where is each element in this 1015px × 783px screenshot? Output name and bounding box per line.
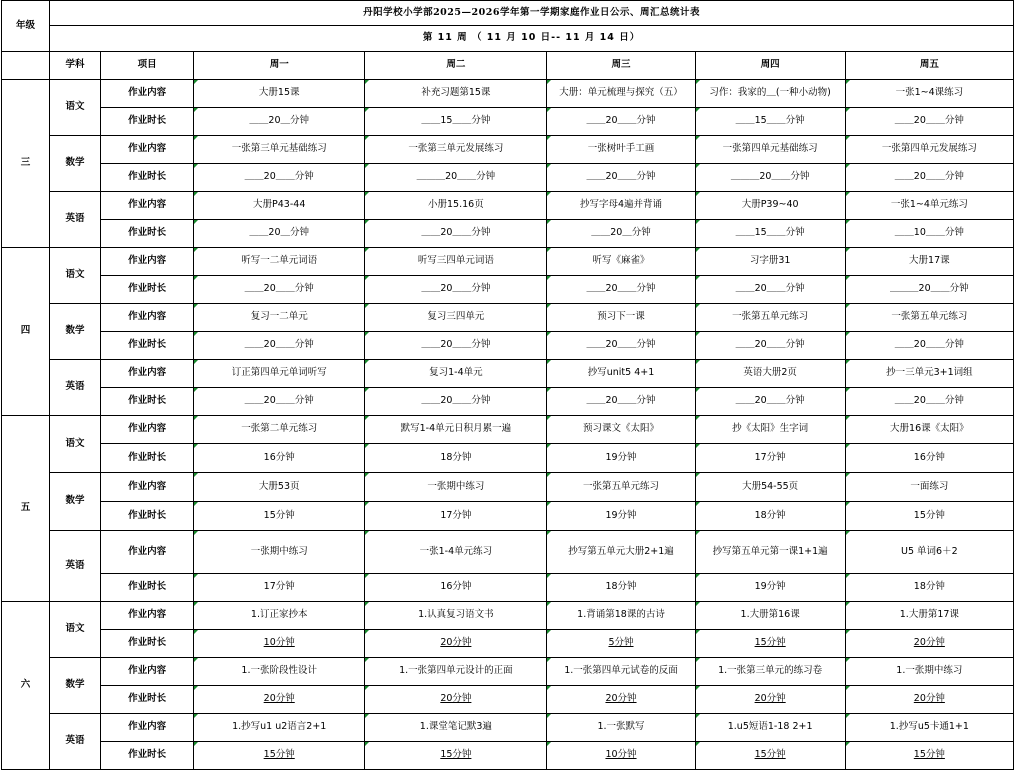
item-label-content: 作业内容: [101, 360, 194, 388]
homework-content-cell: 抄一三单元3+1词组: [845, 360, 1013, 388]
homework-content-cell: 1.课堂笔记默3遍: [365, 714, 547, 742]
homework-duration-cell: ＿＿20＿＿分钟: [194, 164, 365, 192]
homework-duration-cell: 18分钟: [547, 574, 695, 602]
item-label-duration: 作业时长: [101, 444, 194, 473]
item-label-content: 作业内容: [101, 416, 194, 444]
item-label-duration: 作业时长: [101, 502, 194, 531]
homework-duration-cell: ＿＿＿20＿＿分钟: [695, 164, 845, 192]
subject-label: 英语: [50, 531, 101, 602]
homework-duration-cell: 16分钟: [194, 444, 365, 473]
item-label-content: 作业内容: [101, 602, 194, 630]
homework-duration-cell: ＿＿20＿＿分钟: [845, 332, 1013, 360]
homework-content-cell: 习字册31: [695, 248, 845, 276]
homework-duration-cell: 15分钟: [695, 630, 845, 658]
table-row: [2, 108, 1014, 136]
homework-content-cell: 1.一张第四单元设计的正面: [365, 658, 547, 686]
homework-duration-cell: ＿＿20＿＿分钟: [695, 276, 845, 304]
homework-duration-cell: ＿＿20＿＿分钟: [365, 220, 547, 248]
homework-duration-cell: ＿＿15＿＿分钟: [695, 220, 845, 248]
table-row: [2, 742, 1014, 770]
homework-content-cell: 听写一二单元词语: [194, 248, 365, 276]
homework-duration-cell: 20分钟: [845, 630, 1013, 658]
homework-duration-cell: 18分钟: [695, 502, 845, 531]
homework-duration-cell: ＿＿15＿＿分钟: [695, 108, 845, 136]
homework-duration-cell: ＿＿20＿＿分钟: [547, 108, 695, 136]
homework-content-cell: 一张第五单元练习: [547, 473, 695, 502]
homework-duration-cell: 17分钟: [695, 444, 845, 473]
homework-duration-cell: 20分钟: [845, 686, 1013, 714]
item-label-duration: 作业时长: [101, 220, 194, 248]
day-header-tue: 周二: [365, 52, 547, 80]
item-label-duration: 作业时长: [101, 164, 194, 192]
homework-content-cell: 1.认真复习语文书: [365, 602, 547, 630]
item-label-duration: 作业时长: [101, 388, 194, 416]
day-header-wed: 周三: [547, 52, 695, 80]
homework-content-cell: 一张第四单元基础练习: [695, 136, 845, 164]
homework-content-cell: 抄写unit5 4+1: [547, 360, 695, 388]
item-label-duration: 作业时长: [101, 742, 194, 770]
homework-content-cell: 1.大册第16课: [695, 602, 845, 630]
homework-duration-cell: ＿＿20＿分钟: [194, 108, 365, 136]
homework-duration-cell: 15分钟: [194, 742, 365, 770]
item-label-content: 作业内容: [101, 473, 194, 502]
subject-label: 数学: [50, 658, 101, 714]
homework-duration-cell: ＿＿20＿＿分钟: [845, 388, 1013, 416]
homework-content-cell: 默写1-4单元日积月累一遍: [365, 416, 547, 444]
homework-content-cell: 一张第三单元基础练习: [194, 136, 365, 164]
homework-duration-cell: 15分钟: [194, 502, 365, 531]
homework-duration-cell: ＿＿20＿＿分钟: [194, 332, 365, 360]
homework-content-cell: 习作：我家的＿(一种小动物): [695, 80, 845, 108]
homework-duration-cell: ＿＿20＿＿分钟: [845, 108, 1013, 136]
grade-label: 五: [2, 416, 50, 602]
grade-label: 四: [2, 248, 50, 416]
homework-content-cell: 1.u5短语1-18 2+1: [695, 714, 845, 742]
item-label-content: 作业内容: [101, 304, 194, 332]
table-row: [2, 574, 1014, 602]
subject-label: 数学: [50, 473, 101, 531]
table-row: [2, 164, 1014, 192]
homework-content-cell: 一张1~4课练习: [845, 80, 1013, 108]
subject-column-header: 学科: [50, 52, 101, 80]
homework-duration-cell: 17分钟: [365, 502, 547, 531]
homework-content-cell: 抄写第五单元大册2+1遍: [547, 531, 695, 574]
homework-content-cell: 大册：单元梳理与探究（五）: [547, 80, 695, 108]
header-empty: [2, 52, 50, 80]
subject-label: 英语: [50, 360, 101, 416]
subject-label: 语文: [50, 248, 101, 304]
item-label-content: 作业内容: [101, 531, 194, 574]
homework-content-cell: 一张期中练习: [365, 473, 547, 502]
homework-content-cell: 一张第三单元发展练习: [365, 136, 547, 164]
homework-duration-cell: ＿＿20＿＿分钟: [365, 276, 547, 304]
homework-content-cell: 大册54-55页: [695, 473, 845, 502]
homework-content-cell: 预习课文《太阳》: [547, 416, 695, 444]
homework-content-cell: 一张第五单元练习: [695, 304, 845, 332]
page-title: 丹阳学校小学部2025—2026学年第一学期家庭作业日公示、周汇总统计表: [50, 1, 1014, 26]
homework-duration-cell: ＿＿20＿＿分钟: [547, 164, 695, 192]
item-label-content: 作业内容: [101, 80, 194, 108]
homework-duration-cell: ＿＿20＿＿分钟: [695, 332, 845, 360]
table-row: [2, 388, 1014, 416]
homework-duration-cell: ＿＿20＿＿分钟: [547, 388, 695, 416]
homework-duration-cell: ＿＿20＿＿分钟: [365, 388, 547, 416]
homework-duration-cell: 18分钟: [845, 574, 1013, 602]
homework-duration-cell: 20分钟: [365, 686, 547, 714]
homework-duration-cell: 15分钟: [365, 742, 547, 770]
table-row: [2, 686, 1014, 714]
homework-duration-cell: 20分钟: [547, 686, 695, 714]
homework-duration-cell: ＿＿20＿＿分钟: [365, 332, 547, 360]
homework-content-cell: 大册16课《太阳》: [845, 416, 1013, 444]
homework-duration-cell: 20分钟: [194, 686, 365, 714]
homework-duration-cell: ＿＿20＿分钟: [547, 220, 695, 248]
homework-content-cell: 一张1-4单元练习: [365, 531, 547, 574]
homework-content-cell: 补充习题第15课: [365, 80, 547, 108]
homework-table: [1, 0, 1014, 770]
homework-content-cell: 一张1~4单元练习: [845, 192, 1013, 220]
day-header-thu: 周四: [695, 52, 845, 80]
table-row: [2, 136, 1014, 164]
table-row: [2, 502, 1014, 531]
homework-content-cell: 抄写字母4遍并背诵: [547, 192, 695, 220]
item-label-duration: 作业时长: [101, 630, 194, 658]
grade-label: 六: [2, 602, 50, 770]
homework-duration-cell: ＿＿20＿＿分钟: [547, 332, 695, 360]
homework-content-cell: 一张第四单元发展练习: [845, 136, 1013, 164]
homework-content-cell: 1.大册第17课: [845, 602, 1013, 630]
subject-label: 英语: [50, 192, 101, 248]
homework-content-cell: 1.一张阶段性设计: [194, 658, 365, 686]
column-header-row: [2, 52, 1014, 80]
table-row: [2, 220, 1014, 248]
homework-duration-cell: 19分钟: [547, 502, 695, 531]
table-row: [2, 714, 1014, 742]
homework-content-cell: 大册P43-44: [194, 192, 365, 220]
homework-duration-cell: 16分钟: [365, 574, 547, 602]
homework-content-cell: 听写三四单元词语: [365, 248, 547, 276]
homework-duration-cell: ＿＿20＿＿分钟: [194, 276, 365, 304]
homework-content-cell: 抄写第五单元第一课1+1遍: [695, 531, 845, 574]
table-row: [2, 248, 1014, 276]
table-row: [2, 192, 1014, 220]
homework-duration-cell: 20分钟: [695, 686, 845, 714]
grade-column-header: 年级: [2, 1, 50, 52]
homework-content-cell: 一张树叶手工画: [547, 136, 695, 164]
subject-label: 语文: [50, 602, 101, 658]
table-row: [2, 416, 1014, 444]
table-row: [2, 473, 1014, 502]
subject-label: 数学: [50, 304, 101, 360]
subject-label: 数学: [50, 136, 101, 192]
homework-content-cell: 一张期中练习: [194, 531, 365, 574]
homework-duration-cell: 5分钟: [547, 630, 695, 658]
item-label-duration: 作业时长: [101, 276, 194, 304]
homework-duration-cell: 10分钟: [194, 630, 365, 658]
homework-content-cell: 1.一张期中练习: [845, 658, 1013, 686]
item-column-header: 项目: [101, 52, 194, 80]
homework-duration-cell: 15分钟: [845, 502, 1013, 531]
item-label-duration: 作业时长: [101, 332, 194, 360]
homework-duration-cell: ＿＿20＿＿分钟: [845, 164, 1013, 192]
homework-content-cell: 一张第五单元练习: [845, 304, 1013, 332]
homework-duration-cell: ＿＿20＿＿分钟: [194, 388, 365, 416]
homework-duration-cell: ＿＿20＿分钟: [194, 220, 365, 248]
item-label-content: 作业内容: [101, 248, 194, 276]
homework-content-cell: 预习下一课: [547, 304, 695, 332]
homework-content-cell: 一面练习: [845, 473, 1013, 502]
homework-content-cell: 1.一张第三单元的练习卷: [695, 658, 845, 686]
table-row: [2, 531, 1014, 574]
table-row: [2, 444, 1014, 473]
table-row: [2, 332, 1014, 360]
table-row: [2, 276, 1014, 304]
homework-content-cell: U5 单词6＋2: [845, 531, 1013, 574]
homework-duration-cell: ＿＿15＿＿分钟: [365, 108, 547, 136]
subject-label: 英语: [50, 714, 101, 770]
homework-duration-cell: 15分钟: [695, 742, 845, 770]
homework-duration-cell: ＿＿20＿＿分钟: [695, 388, 845, 416]
homework-content-cell: 听写《麻雀》: [547, 248, 695, 276]
homework-duration-cell: ＿＿＿20＿＿分钟: [845, 276, 1013, 304]
item-label-content: 作业内容: [101, 136, 194, 164]
homework-content-cell: 1.订正家抄本: [194, 602, 365, 630]
homework-duration-cell: ＿＿＿20＿＿分钟: [365, 164, 547, 192]
homework-duration-cell: 18分钟: [365, 444, 547, 473]
homework-content-cell: 1.抄写u1 u2语言2+1: [194, 714, 365, 742]
homework-content-cell: 复习三四单元: [365, 304, 547, 332]
day-header-fri: 周五: [845, 52, 1013, 80]
homework-content-cell: 1.背诵第18课的古诗: [547, 602, 695, 630]
item-label-duration: 作业时长: [101, 574, 194, 602]
table-row: [2, 304, 1014, 332]
homework-content-cell: 1.一张默写: [547, 714, 695, 742]
item-label-duration: 作业时长: [101, 686, 194, 714]
homework-content-cell: 大册17课: [845, 248, 1013, 276]
homework-content-cell: 复习一二单元: [194, 304, 365, 332]
homework-content-cell: 抄《太阳》生字词: [695, 416, 845, 444]
item-label-duration: 作业时长: [101, 108, 194, 136]
homework-content-cell: 复习1-4单元: [365, 360, 547, 388]
homework-duration-cell: 10分钟: [547, 742, 695, 770]
subject-label: 语文: [50, 416, 101, 473]
table-row: [2, 630, 1014, 658]
homework-duration-cell: ＿＿10＿＿分钟: [845, 220, 1013, 248]
table-row: [2, 658, 1014, 686]
item-label-content: 作业内容: [101, 714, 194, 742]
homework-content-cell: 大册P39~40: [695, 192, 845, 220]
homework-duration-cell: ＿＿20＿＿分钟: [547, 276, 695, 304]
item-label-content: 作业内容: [101, 192, 194, 220]
homework-content-cell: 1.一张第四单元试卷的反面: [547, 658, 695, 686]
item-label-content: 作业内容: [101, 658, 194, 686]
homework-content-cell: 订正第四单元单词听写: [194, 360, 365, 388]
homework-content-cell: 大册15课: [194, 80, 365, 108]
table-row: [2, 80, 1014, 108]
homework-duration-cell: 16分钟: [845, 444, 1013, 473]
table-row: [2, 360, 1014, 388]
homework-duration-cell: 20分钟: [365, 630, 547, 658]
day-header-mon: 周一: [194, 52, 365, 80]
homework-duration-cell: 15分钟: [845, 742, 1013, 770]
homework-duration-cell: 19分钟: [547, 444, 695, 473]
homework-content-cell: 小册15.16页: [365, 192, 547, 220]
homework-duration-cell: 17分钟: [194, 574, 365, 602]
grade-label: 三: [2, 80, 50, 248]
homework-content-cell: 大册53页: [194, 473, 365, 502]
homework-content-cell: 1.抄写u5卡通1+1: [845, 714, 1013, 742]
week-range: 第 11 周 （ 11 月 10 日-- 11 月 14 日）: [50, 26, 1014, 52]
subject-label: 语文: [50, 80, 101, 136]
table-row: [2, 602, 1014, 630]
homework-duration-cell: 19分钟: [695, 574, 845, 602]
homework-content-cell: 一张第二单元练习: [194, 416, 365, 444]
homework-content-cell: 英语大册2页: [695, 360, 845, 388]
